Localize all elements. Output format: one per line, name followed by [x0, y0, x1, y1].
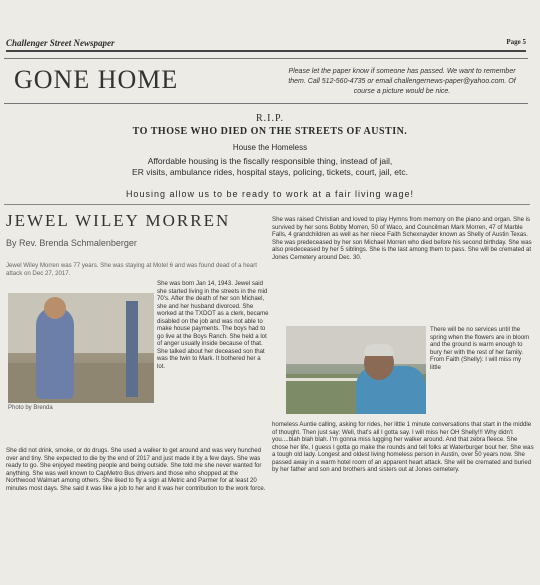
photo-person-head	[44, 297, 66, 319]
rip-heading: R.I.P.	[256, 113, 284, 124]
photo-post	[126, 301, 138, 397]
photo-credit: Photo by Brenda	[8, 405, 53, 411]
housing-message-line-2: ER visits, ambulance rides, hospital stays, policing, tickets, court, jail, etc.	[132, 167, 408, 177]
article-headline: JEWEL WILEY MORREN	[6, 211, 231, 230]
article-column-narrow: She was born Jan 14, 1943. Jewel said she started living in the streets in the mid 70's. After the death of her son Michael, she and her husband divorced. She worked at the TXDOT as a clerk, became disabled on the job and was not able to make house payments. The boys had to go live at the Boys Ranch. She held a lot of anger usually inside because of that. She talked about her deceased son that was the twin to Mark. It bothered her a lot.	[157, 280, 269, 371]
photo-person	[36, 307, 74, 399]
fair-wage-slogan: Housing allow us to be ready to work at a fair living wage!	[125, 189, 415, 199]
rip-subheading: TO THOSE WHO DIED ON THE STREETS OF AUSTIN.	[132, 126, 408, 137]
section-header	[4, 58, 528, 104]
article-byline: By Rev. Brenda Schmalenberger	[6, 238, 137, 248]
section-divider	[4, 204, 530, 205]
photo-jewel-morren	[8, 293, 154, 403]
article-column-left-bottom: She did not drink, smoke, or do drugs. She used a walker to get around and was very hunched over and tiny. She expected to die by the end of 2017 and just made it by a few days. She was ready to go. She enjoyed meeting people and being outside. She told me she never wanted for anything. She was well known to CapMetro Bus drivers and those who shopped at the Northwood Walmart among others. She liked to fly a sign at Metric and Parmer for at least 20 minutes most days. She said it was like a job to her and it was her contribution to the work force.	[6, 447, 266, 492]
photo-person-hair	[364, 344, 394, 356]
housing-message-line-1: Affordable housing is the fiscally responsible thing, instead of jail,	[147, 156, 393, 166]
photo-relative	[286, 326, 426, 414]
article-column-right-top: She was raised Christian and loved to play Hymns from memory on the piano and organ. She is survived by her sons Bobby Morren, 50 of Waco, and Councilman Mark Morren, 47 of Marble Falls, 4 grandchildren as well as her niece Faith Schexnayder known as Shelly of Austin Texas. She was predeceased by her son Michael Morren who died before his second birthday. She was also predeceased by her 5 siblings. She is the last among them to pass. She will be cremated at Jones Cemetery around Dec. 30.	[272, 216, 532, 261]
article-column-right-narrow: There will be no services until the spring when the flowers are in bloom and the ground is warm enough to bury her with the rest of her family. From Faith (Shelly): I will miss my little	[430, 326, 530, 371]
housing-message	[0, 156, 540, 178]
paper-name: Challenger Street Newspaper	[6, 38, 115, 48]
page-number: Page 5	[506, 38, 526, 46]
submission-notice: Please let the paper know if someone has passed. We want to remember them. Call 512-560-4735 or email challengernews-paper@yahoo.com. Of course a picture would be nice.	[288, 68, 516, 95]
article-intro: Jewel Wiley Morren was 77 years. She was staying at Motel 6 and was found dead of a heart attack on Dec 27, 2017.	[6, 262, 257, 277]
house-homeless-line: House the Homeless	[232, 143, 308, 152]
section-title: GONE HOME	[14, 65, 179, 94]
article-column-right-bottom: homeless Auntie calling, asking for rides, her little 1 minute conversations that start in the middle of thought. Then just say: Well, that's all I gotta say. I will miss her OH Shelly!!! Why didn't you....blah blah blah. I'm gonna miss lugging her walker around. And that zebra fleece. She chose her life, I guess I gotta go make the rounds and tell folks at Waterburger bout her. She was a tough old lady. Longest and oldest living homeless person in Austin, over 50 years now. She passed away in a warm hotel room of an apparent heart attack. She will be cremated and buried by her father and son and brothers and sisters out at Jones cemetery.	[272, 421, 534, 474]
masthead	[6, 28, 526, 52]
photo-sky	[286, 326, 426, 364]
